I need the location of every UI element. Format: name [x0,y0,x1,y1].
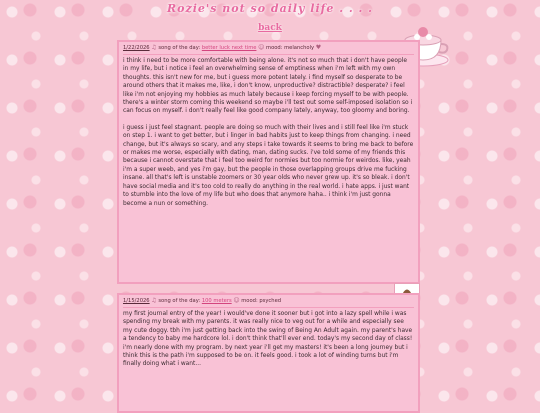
entry-paragraph: i think i need to be more comfortable with being alone. it's not so much that i don't have people in my life, but i notice i feel an overwhelming sense of emptiness when i'm left with my own thoughts. this isn't new for me, but i guess more potent lately. i find myself so desperate to be around others that it makes me, like, i don't know, unproductive? distractible? desperate? i feel like i'm not enjoying my hobbies as much lately because i keep forcing myself to be with people. there's a winter storm coming this weekend so maybe i'll test out some self-imposed isolation so i can focus on myself. i don't really feel like good company lately, anyway, too gloomy and boring. [123,58,413,115]
entry-body [123,57,414,208]
back-link[interactable]: back [258,23,282,33]
music-note-icon: ♫ [151,44,157,51]
song-link[interactable]: better luck next time [201,45,257,51]
entry-paragraph: my first journal entry of the year! i would've done it sooner but i got into a lazy spell while i was spending my break with my parents. it was really nice to veg out for a while and especially see my cute doggy. tbh i'm just getting back into the swing of Being An Adult again. my parent's have a tendency to baby me hardcore lol. i don't think that'll ever end. today's my second day of class! i'm nearly done with my program. by next year i'll get my masters! it's been a long journey but i think this is the path i'm supposed to be on. it feels good. i took a lot of winding turns but i'm finally doing what i want... [123,311,413,368]
journal-entry [117,293,420,413]
smiley-icon: ☺ [233,297,240,304]
song-link[interactable]: 100 meters [201,298,232,304]
site-header [0,2,540,34]
song-label: song of the day: [158,45,201,51]
site-title: Rozie's not so daily life . . . . [166,2,374,15]
mood-value: psyched [259,298,282,304]
smiley-icon: ☺ [258,44,265,51]
entry-date: 1/22/2026 [123,45,150,51]
mood-label: mood: [241,298,258,304]
entry-meta [123,297,414,308]
cake-icon: ♥ [315,44,322,51]
music-note-icon: ♫ [151,297,157,304]
mood-value: melancholy [284,45,315,51]
entry-meta [123,44,414,55]
entry-paragraph: i guess i just feel stagnant. people are doing so much with their lives and i still feel like i'm stuck on step 1. i want to get better, but i linger in bad habits just to keep things from changing. i need change, but it's always so scary, and any steps i take towards it seems to bring me back to before or makes me worse, especially with dating, man, dating sucks. i've told some of my friends this because i cannot overstate that i feel too weird for normies but too normie for weirdos. like, yeah i'm a super weeb, and yes i'm gay, but the people in those overlapping groups drive me fucking insane. all that's left is unstable zoomers or 30 year olds who never grew up. it's so bleak. i don't have social media and it's too cold to really do anything in the real world. i hate apps. i just want to stumble into the love of my life but who does that anymore haha.. i think i'm just gonna become a nun or something. [123,124,414,207]
entry-body [123,310,414,369]
mood-label: mood: [266,45,283,51]
journal-entry [117,40,420,284]
song-label: song of the day: [158,298,201,304]
entry-date: 1/15/2026 [123,298,150,304]
